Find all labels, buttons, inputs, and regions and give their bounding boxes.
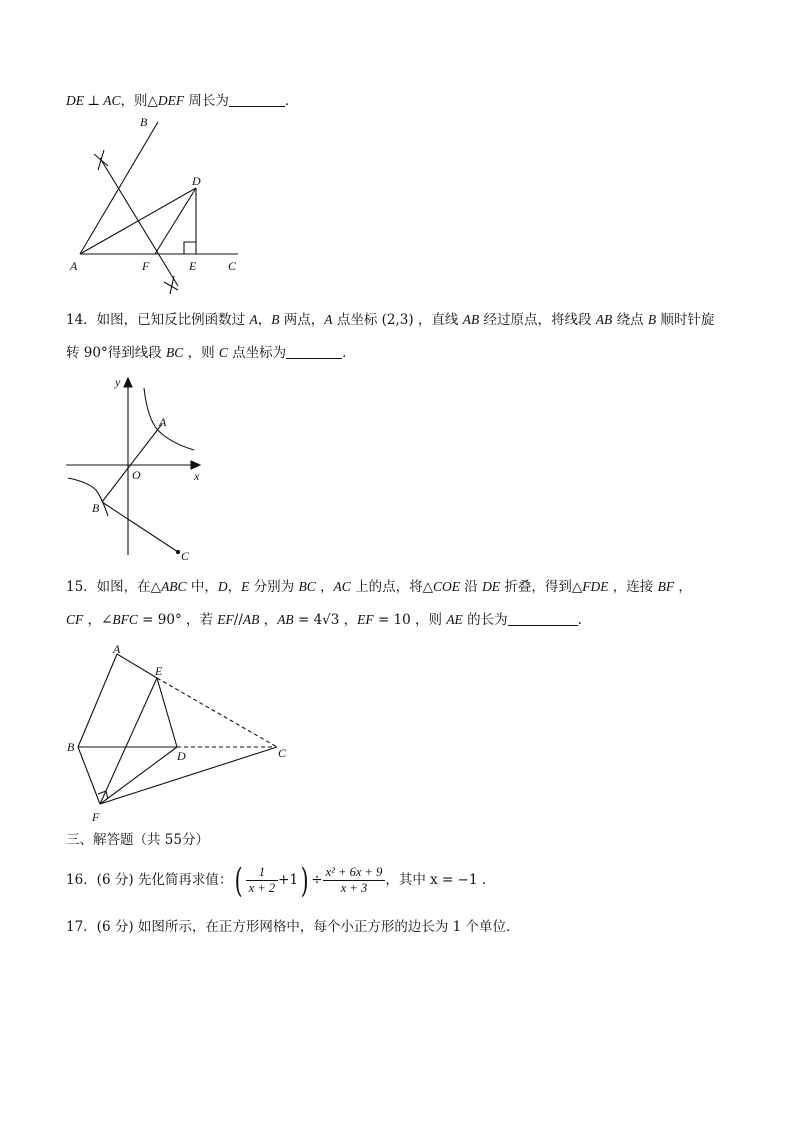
q15-t2c: BFC: [112, 612, 138, 627]
q16-fraction-2: [323, 865, 386, 896]
q13-text-4: 周长为: [184, 93, 229, 109]
q15-t1o: 折叠，得到△: [500, 579, 583, 595]
q15-t1d: D: [217, 579, 228, 594]
q14-t2b: BC: [166, 345, 184, 360]
q15-t1n: DE: [482, 579, 501, 594]
q14-label-x: x: [194, 469, 200, 483]
q14-label-a: A: [159, 415, 167, 429]
q17-text: 17．(6 分) 如图所示，在正方形网格中，每个小正方形的边长为 1 个单位．: [66, 919, 520, 935]
q15-t2m: AE: [446, 612, 463, 627]
q14-t1g: 点坐标 (2,3) ，直线: [332, 312, 463, 328]
q14-end: ．: [342, 345, 356, 361]
q16-prefix: 16．(6 分) 先化简再求值：: [66, 872, 233, 888]
q14-answer-blank[interactable]: [286, 345, 342, 359]
q15-t1l: COE: [432, 579, 460, 594]
q14-t1d: B: [271, 312, 280, 327]
q13-label-a: A: [70, 259, 78, 273]
q15-t1s: ，: [674, 579, 692, 595]
section-3-title: 三、解答题（共 55分）: [66, 832, 209, 848]
q16-frac1-den: x + 2: [248, 881, 276, 895]
q15-t1q: ，连接: [608, 579, 658, 595]
q15-label-e: E: [155, 664, 163, 678]
q14-t1l: B: [647, 312, 657, 327]
q14-t1a: 14．如图，已知反比例函数过: [66, 312, 250, 328]
q14-t1m: 顺时针旋: [656, 312, 715, 328]
q14-t2c: ，则: [183, 345, 219, 361]
q13-answer-blank[interactable]: [229, 93, 285, 107]
q15-label-d: D: [177, 749, 186, 763]
q15-t1a: 15．如图，在△: [66, 579, 162, 595]
q14-t2d: C: [218, 345, 228, 360]
q15-t1p: FDE: [582, 579, 609, 594]
q15-line-2: [66, 611, 582, 629]
q15-diagram: [62, 642, 302, 832]
q14-t1j: AB: [595, 312, 613, 327]
q13-def: DEF: [157, 93, 185, 108]
q14-line-2: [66, 344, 356, 362]
q15-label-f: F: [92, 810, 100, 824]
q15-t2g: AB: [242, 612, 260, 627]
q13-de-ac: DE ⊥ AC: [66, 93, 121, 108]
q13-end: ．: [284, 93, 299, 109]
q15-t2f: //: [233, 612, 243, 628]
q15-answer-blank[interactable]: [508, 612, 578, 626]
q15-t2h: ，: [259, 612, 278, 628]
q15-t1r: BF: [657, 579, 675, 594]
q15-end: .: [577, 612, 582, 628]
q13-label-f: F: [142, 259, 150, 273]
q15-t1b: ABC: [161, 579, 187, 594]
q16-frac2-num: x² + 6x + 9: [323, 865, 386, 881]
q13-text-2: ，则△: [120, 93, 158, 109]
q15-t1j: AC: [333, 579, 351, 594]
q15-t1i: ，: [315, 579, 334, 595]
q14-t2e: 点坐标为: [227, 345, 287, 361]
q14-diagram: [62, 372, 222, 562]
q16-frac1-num: 1: [246, 865, 278, 881]
q15-line-1: [66, 578, 692, 596]
q13-text: [66, 92, 298, 110]
q15-t2i: AB: [277, 612, 294, 627]
q14-t1b: A: [249, 312, 258, 327]
q16-left-paren: (: [235, 860, 244, 901]
q13-label-e: E: [189, 259, 197, 273]
q14-t1f: A: [324, 312, 333, 327]
q16-frac2-den: x + 3: [340, 881, 368, 895]
q16-line: [66, 862, 486, 900]
q16-suffix: ，其中 x = −1 .: [385, 872, 487, 888]
q16-right-paren: ): [300, 860, 309, 901]
q14-t1h: AB: [462, 312, 480, 327]
q14-t2a: 转 90°得到线段: [66, 345, 167, 361]
q14-label-c: C: [181, 549, 190, 563]
q15-label-b: B: [67, 740, 75, 754]
q14-t1e: 两点，: [279, 312, 325, 328]
q14-label-y: y: [115, 375, 121, 389]
q15-t1m: 沿: [459, 579, 483, 595]
q15-t1k: 上的点，将△: [350, 579, 433, 595]
q15-t2k: EF: [357, 612, 374, 627]
q15-t1f: E: [241, 579, 250, 594]
q15-t2l: = 10 ，则: [373, 612, 447, 628]
q15-t1h: BC: [298, 579, 316, 594]
q15-t2j: = 4√3 ，: [293, 612, 358, 628]
q14-label-b: B: [92, 501, 100, 515]
q16-plus-one: +1: [278, 872, 299, 888]
q15-t1c: 中，: [186, 579, 218, 595]
q16-fraction-1: [246, 865, 278, 896]
q15-t2n: 的长为: [462, 612, 508, 628]
q14-t1i: 经过原点，将线段: [479, 312, 596, 328]
q13-diagram: [60, 114, 260, 294]
q14-t1c: ，: [257, 312, 272, 328]
q15-t2e: EF: [217, 612, 234, 627]
q14-t1k: 绕点: [612, 312, 648, 328]
q14-line-1: [66, 311, 714, 329]
q13-label-d: D: [192, 174, 201, 188]
q15-t2d: = 90° ，若: [137, 612, 218, 628]
q14-label-o: O: [132, 468, 141, 482]
q16-div: ÷: [311, 872, 323, 888]
q15-t1g: 分别为: [249, 579, 299, 595]
q13-label-b: B: [140, 115, 148, 129]
q13-label-c: C: [228, 259, 237, 273]
q15-label-a: A: [113, 642, 121, 656]
q15-t1e: ，: [227, 579, 242, 595]
q15-t2b: ，∠: [83, 612, 113, 628]
q15-label-c: C: [278, 746, 287, 760]
q15-t2a: CF: [66, 612, 84, 627]
